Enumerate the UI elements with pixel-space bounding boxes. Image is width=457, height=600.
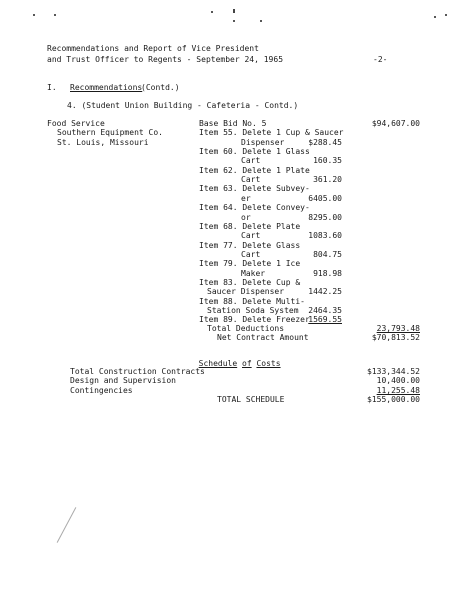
header-line-2: and Trust Officer to Regents - September 24, 1965 — [47, 55, 284, 64]
deletion-amount: 1083.60 — [308, 231, 342, 240]
deletion-line-2: Cart — [241, 231, 261, 240]
net-contract-label: Net Contract Amount — [217, 333, 309, 342]
schedule-title-part-2: of — [242, 359, 252, 368]
schedule-row-amount: $133,344.52 — [367, 367, 420, 376]
deletion-line-1: Item 68. Delete Plate — [199, 222, 301, 231]
section-title-suffix: (Contd.) — [141, 83, 180, 92]
deletion-amount: 918.98 — [313, 269, 342, 278]
base-bid-amount: $94,607.00 — [371, 119, 420, 128]
contractor-category: Food Service — [47, 119, 105, 128]
schedule-title-part-1: Schedule — [198, 359, 238, 368]
deletion-amount: 2464.35 — [308, 306, 342, 315]
base-bid-label: Base Bid No. 5 — [199, 119, 267, 128]
schedule-row-amount: 11,255.48 — [376, 386, 420, 395]
schedule-row-label: Total Construction Contracts — [70, 367, 205, 376]
section-title: Recommendations — [70, 83, 143, 92]
contractor-location: St. Louis, Missouri — [57, 138, 149, 147]
deletion-line-2: Cart — [241, 250, 261, 259]
deletion-line-1: Item 79. Delete 1 Ice — [199, 259, 301, 268]
header-line-1: Recommendations and Report of Vice President — [47, 44, 259, 53]
deletion-line-2: Dispenser — [241, 138, 285, 147]
deletion-line-2: Cart — [241, 175, 261, 184]
deletion-amount: 1442.25 — [308, 287, 342, 296]
section-number: I. — [47, 83, 57, 92]
schedule-row-label: Design and Supervision — [70, 376, 176, 385]
deletion-line-2: Station Soda System — [207, 306, 299, 315]
deletion-line-1: Item 55. Delete 1 Cup & Saucer — [199, 128, 344, 137]
contractor-name: Southern Equipment Co. — [57, 128, 163, 137]
deletion-line-2: Cart — [241, 156, 261, 165]
deletion-amount: $288.45 — [308, 138, 342, 147]
scan-speck — [33, 14, 35, 16]
deletion-amount: 1569.55 — [308, 315, 342, 324]
deletion-line-1: Item 88. Delete Multi- — [199, 297, 305, 306]
schedule-row-amount: 10,400.00 — [376, 376, 420, 385]
schedule-total-amount: $155,000.00 — [367, 395, 420, 404]
total-deductions-amount: 23,793.48 — [376, 324, 420, 333]
deletion-line-2: er — [241, 194, 251, 203]
deletion-line-2: or — [241, 213, 251, 222]
deletion-amount: 160.35 — [313, 156, 342, 165]
scan-speck — [211, 11, 213, 13]
scan-speck — [233, 9, 235, 13]
schedule-title — [189, 350, 281, 368]
total-deductions-label: Total Deductions — [207, 324, 285, 333]
page-number: -2- — [373, 55, 388, 64]
deletion-line-1: Item 62. Delete 1 Plate — [199, 166, 310, 175]
deletion-line-1: Item 77. Delete Glass — [199, 241, 301, 250]
deletion-amount: 8295.00 — [308, 213, 342, 222]
schedule-title-part-3: Costs — [256, 359, 281, 368]
deletion-line-1: Item 83. Delete Cup & — [199, 278, 301, 287]
schedule-row-label: Contingencies — [70, 386, 133, 395]
deletion-line-1: Item 63. Delete Subvey- — [199, 184, 310, 193]
deletion-line-1: Item 89. Delete Freezer — [199, 315, 310, 324]
net-contract-amount: $70,813.52 — [371, 333, 420, 342]
scan-speck — [233, 20, 235, 22]
deletion-amount: 6405.00 — [308, 194, 342, 203]
deletion-amount: 361.20 — [313, 175, 342, 184]
deletion-amount: 804.75 — [313, 250, 342, 259]
subsection-title: 4. (Student Union Building - Cafeteria - Contd.) — [67, 101, 299, 110]
scan-speck — [445, 14, 447, 16]
scan-speck — [54, 14, 56, 16]
deletion-line-2: Maker — [241, 269, 266, 278]
deletion-line-2: Saucer Dispenser — [207, 287, 285, 296]
deletion-line-1: Item 60. Delete 1 Glass — [199, 147, 310, 156]
scan-speck — [434, 16, 436, 18]
scan-speck — [260, 20, 262, 22]
schedule-total-label: TOTAL SCHEDULE — [217, 395, 285, 404]
scan-scratch — [57, 507, 77, 543]
deletion-line-1: Item 64. Delete Convey- — [199, 203, 310, 212]
